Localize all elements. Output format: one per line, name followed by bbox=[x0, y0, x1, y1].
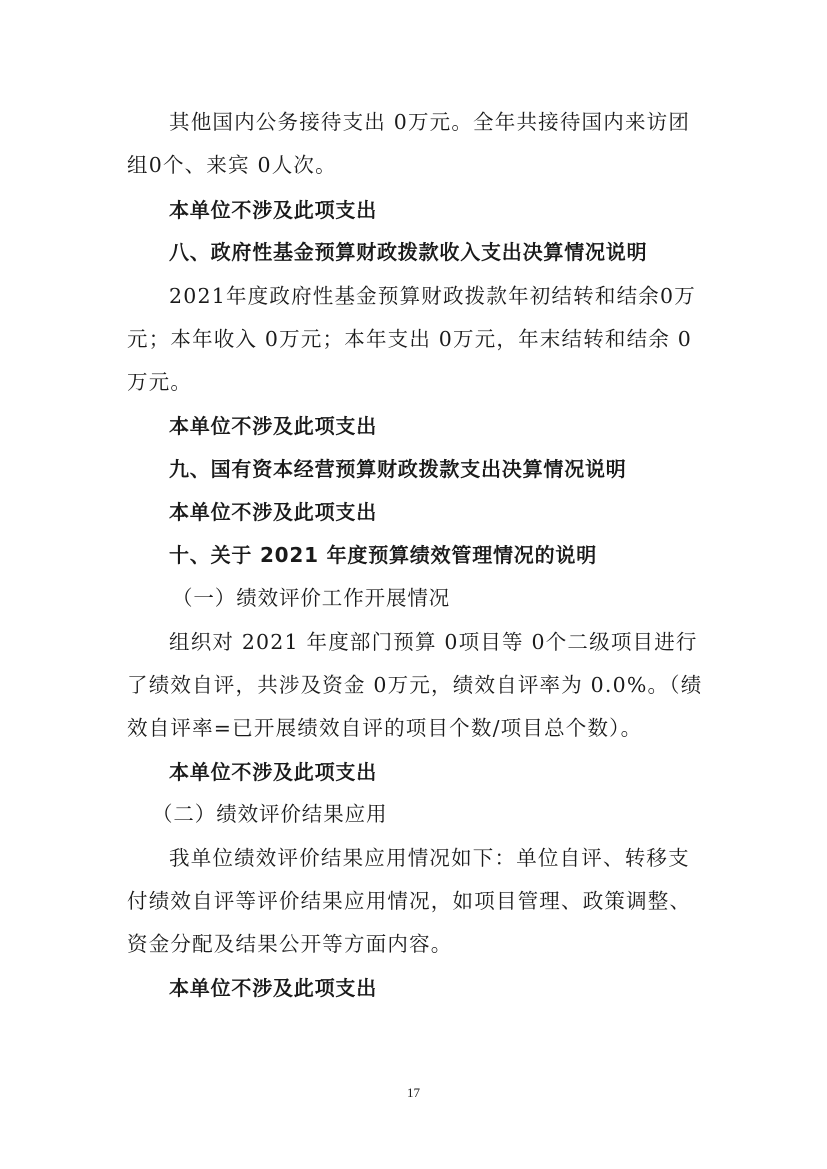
paragraph-line: 万元。 bbox=[127, 370, 193, 394]
no-expense-note: 本单位不涉及此项支出 bbox=[169, 976, 377, 1000]
paragraph-line: 其他国内公务接待支出 0万元。全年共接待国内来访团 bbox=[169, 110, 691, 134]
no-expense-note: 本单位不涉及此项支出 bbox=[169, 500, 377, 524]
section-heading-10: 十、关于 2021 年度预算绩效管理情况的说明 bbox=[169, 543, 597, 567]
paragraph-line: 2021年度政府性基金预算财政拨款年初结转和结余0万 bbox=[169, 284, 696, 308]
paragraph-line: 我单位绩效评价结果应用情况如下：单位自评、转移支 bbox=[169, 846, 690, 870]
paragraph-line: 效自评率=已开展绩效自评的项目个数/项目总个数）。 bbox=[127, 716, 643, 740]
paragraph-line: 元；本年收入 0万元；本年支出 0万元，年末结转和结余 0 bbox=[127, 327, 692, 351]
subsection-heading-1: （一）绩效评价工作开展情况 bbox=[172, 586, 451, 610]
paragraph-line: 组织对 2021 年度部门预算 0项目等 0个二级项目进行 bbox=[169, 630, 698, 654]
paragraph-line: 组0个、来宾 0人次。 bbox=[127, 153, 337, 177]
paragraph-line: 了绩效自评，共涉及资金 0万元，绩效自评率为 0.0%。（绩 bbox=[127, 673, 703, 697]
no-expense-note: 本单位不涉及此项支出 bbox=[169, 414, 377, 438]
paragraph-line: 付绩效自评等评价结果应用情况，如项目管理、政策调整、 bbox=[127, 889, 692, 913]
page-number: 17 bbox=[407, 1085, 420, 1100]
section-heading-9: 九、国有资本经营预算财政拨款支出决算情况说明 bbox=[169, 457, 627, 481]
section-heading-8: 八、政府性基金预算财政拨款收入支出决算情况说明 bbox=[169, 240, 648, 264]
no-expense-note: 本单位不涉及此项支出 bbox=[169, 198, 377, 222]
subsection-heading-2: （二）绩效评价结果应用 bbox=[152, 802, 388, 826]
no-expense-note: 本单位不涉及此项支出 bbox=[169, 760, 377, 784]
paragraph-line: 资金分配及结果公开等方面内容。 bbox=[127, 932, 453, 956]
